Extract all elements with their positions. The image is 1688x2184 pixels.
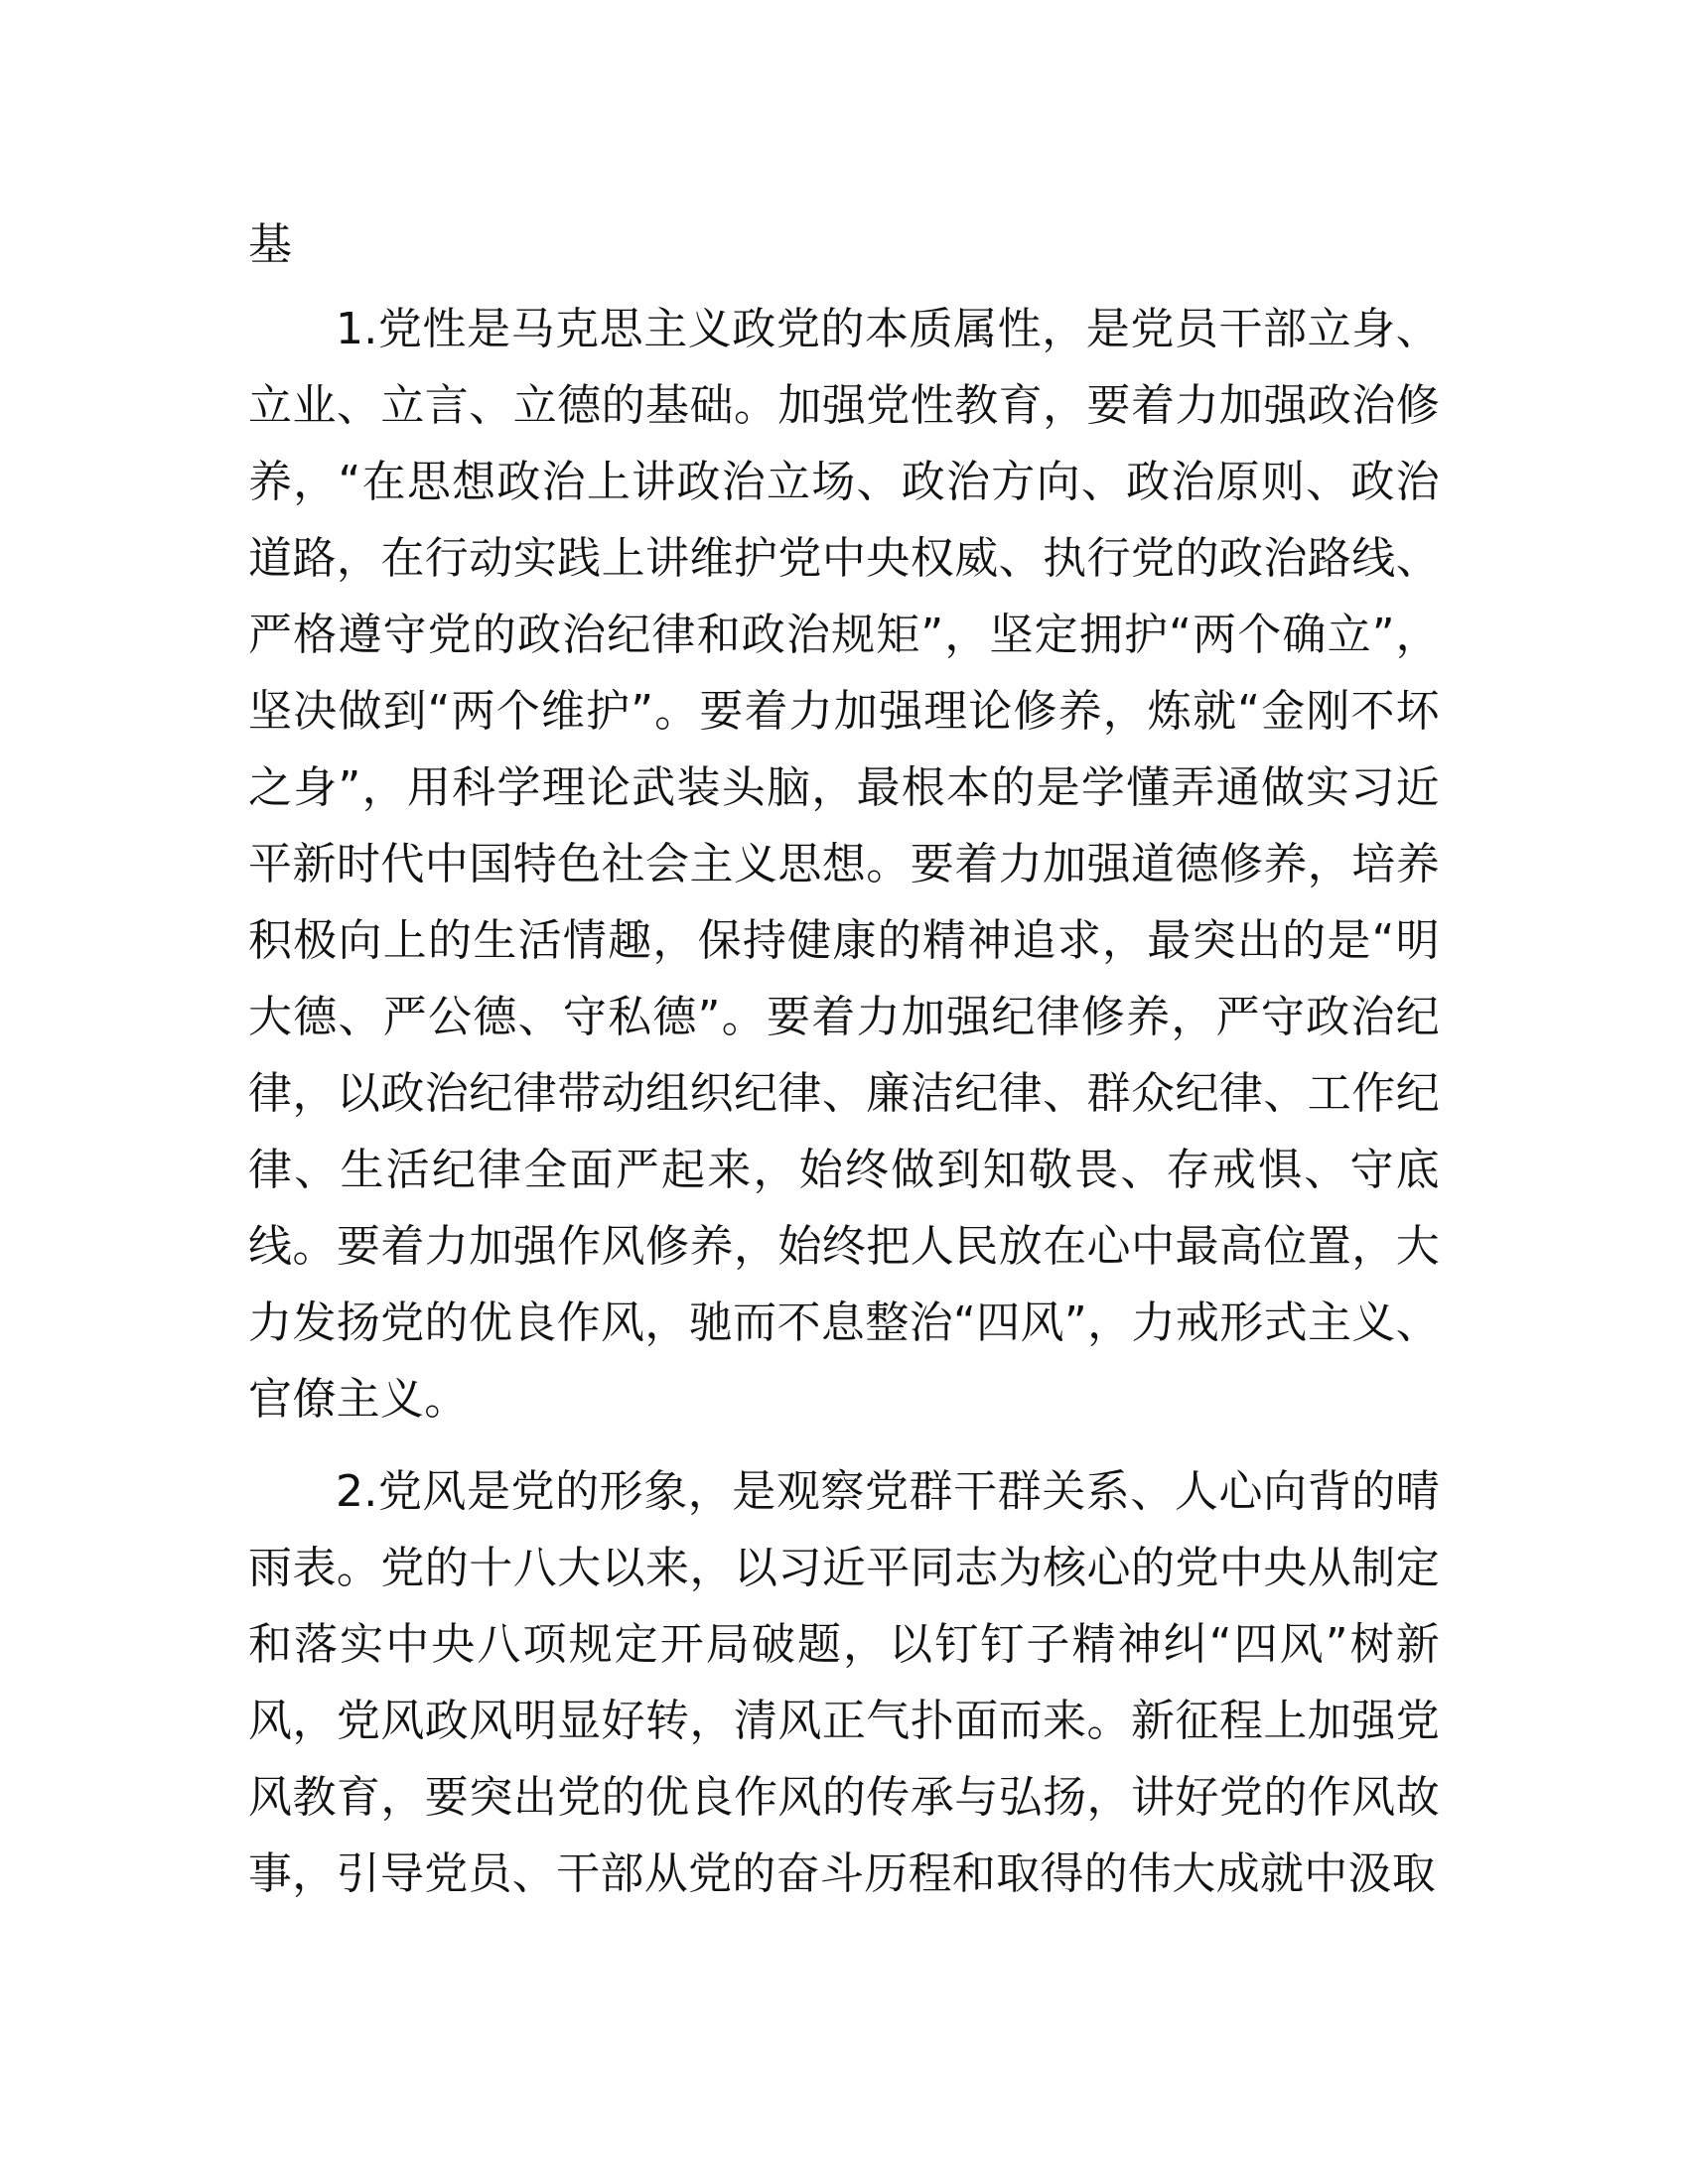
carryover-line: 基 bbox=[248, 219, 293, 270]
paragraph-party-style: 2.党风是党的形象，是观察党群干群关系、人心向背的晴雨表。党的十八大以来，以习近平同志为核心的党中央从制定和落实中央八项规定开局破题，以钉钉子精神纠“四风”树新风，党风政风明显好转，清风正气扑面而来。新征程上加强党风教育，要突出党的优良作风的传承与弘扬，讲好党的作风故事，引导党员、干部从党的奋斗历程和取得的伟大成就中汲取 bbox=[248, 1466, 1440, 1899]
paragraph-party-spirit: 1.党性是马克思主义政党的本质属性，是党员干部立身、立业、立言、立德的基础。加强党性教育，要着力加强政治修养，“在思想政治上讲政治立场、政治方向、政治原则、政治道路，在行动实践上讲维护党中央权威、执行党的政治路线、严格遵守党的政治纪律和政治规矩”，坚定拥护“两个确立”，坚决做到“两个维护”。要着力加强理论修养，炼就“金刚不坏之身”，用科学理论武装头脑，最根本的是学懂弄通做实习近平新时代中国特色社会主义思想。要着力加强道德修养，培养积极向上的生活情趣，保持健康的精神追求，最突出的是“明大德、严公德、守私德”。要着力加强纪律修养，严守政治纪律，以政治纪律带动组织纪律、廉洁纪律、群众纪律、工作纪律、生活纪律全面严起来，始终做到知敬畏、存戒惧、守底线。要着力加强作风修养，始终把人民放在心中最高位置，大力发扬党的优良作风，驰而不息整治“四风”，力戒形式主义、官僚主义。 bbox=[248, 304, 1440, 1425]
body-text bbox=[248, 206, 1440, 1912]
